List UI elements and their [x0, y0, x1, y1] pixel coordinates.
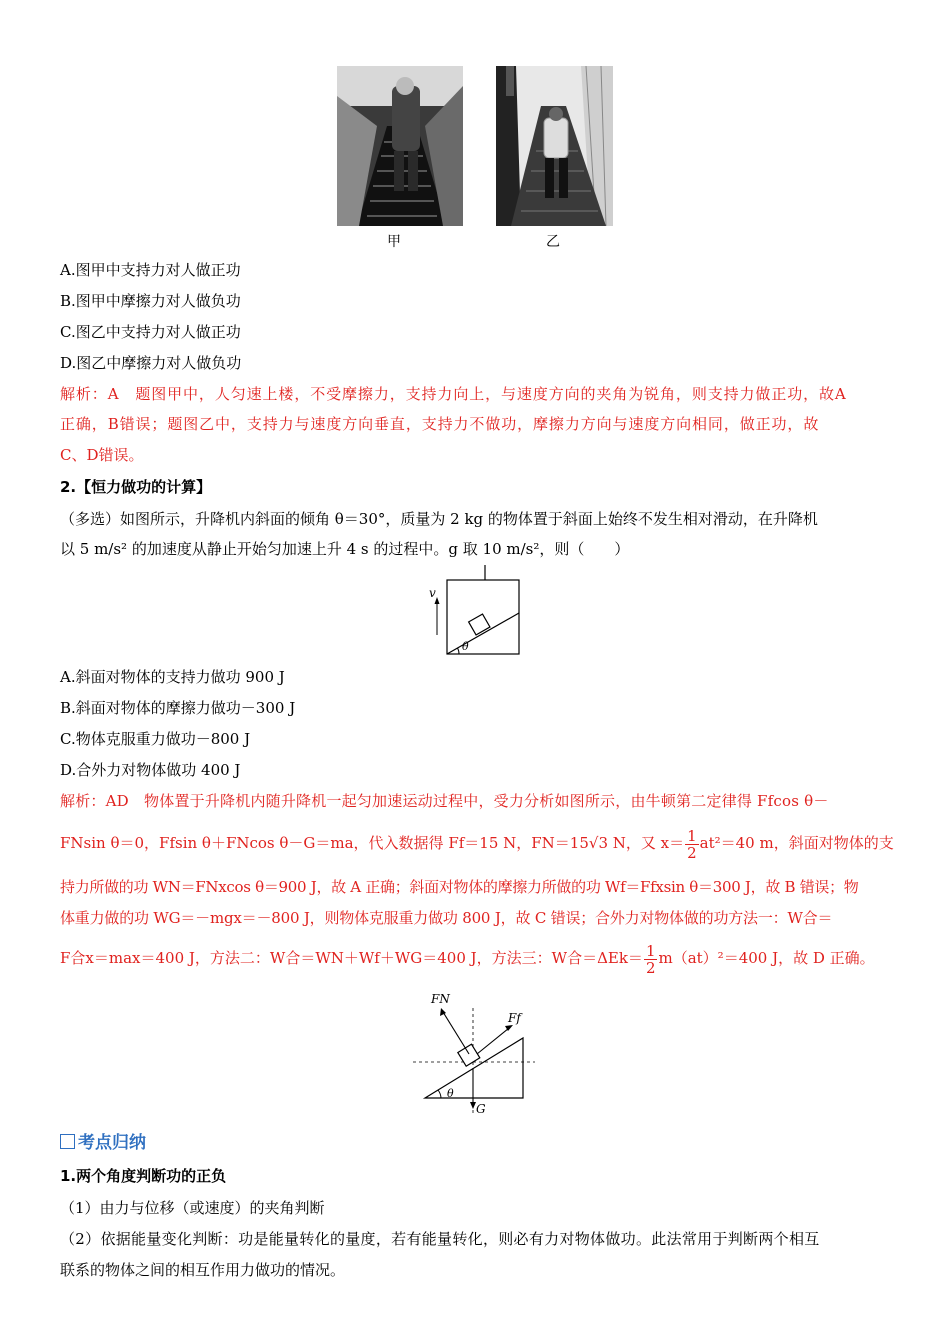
q1-option-b: B.图甲中摩擦力对人做负功 — [60, 292, 241, 310]
q2-analysis-line2b: at²＝40 m，斜面对物体的支 — [699, 834, 894, 852]
caption-yi: 乙 — [546, 234, 560, 250]
q2-option-b: B.斜面对物体的摩擦力做功－300 J — [60, 699, 296, 717]
q2-analysis-line5b: m（at）²＝400 J，故 D 正确。 — [658, 949, 875, 967]
force-g-label: G — [476, 1102, 486, 1116]
summary-item2-line1: （2）依据能量变化判断：功是能量转化的量度，若有能量转化，则必有力对物体做功。此法常用于判断两个相互 — [60, 1230, 820, 1248]
fraction-half — [685, 828, 699, 861]
caption-jia: 甲 — [387, 234, 401, 250]
frac2-num: 1 — [645, 941, 656, 960]
q2-stem-line2: 以 5 m/s² 的加速度从静止开始匀加速上升 4 s 的过程中。g 取 10 m/s²，则（ ） — [60, 540, 630, 558]
q1-option-d: D.图乙中摩擦力对人做负功 — [60, 354, 242, 372]
summary-item2-line2: 联系的物体之间的相互作用力做功的情况。 — [60, 1261, 346, 1279]
q1-option-a: A.图甲中支持力对人做正功 — [60, 261, 241, 279]
fraction-half-2 — [644, 943, 658, 976]
q2-analysis-line4: 体重力做的功 WG＝－mgx＝－800 J，则物体克服重力做功 800 J，故 C 错误；合外力对物体做的功方法一：W合＝ — [60, 909, 833, 927]
elevator-incline-figure — [425, 565, 525, 657]
force-theta-label: θ — [447, 1087, 454, 1100]
force-diagram — [405, 988, 545, 1113]
q2-option-c: C.物体克服重力做功－800 J — [60, 730, 251, 748]
q2-analysis-line3: 持力所做的功 WN＝FNxcos θ＝900 J，故 A 正确；斜面对物体的摩擦力所做的功 Wf＝Ffxsin θ＝300 J，故 B 错误；物 — [60, 878, 859, 896]
q2-analysis-line2a: FNsin θ＝0，Ffsin θ＋FNcos θ－G＝ma，代入数据得 Ff＝15 N，FN＝15√3 N，又 x＝ — [60, 834, 685, 852]
q2-analysis-line5 — [60, 939, 875, 977]
fig-theta-label: θ — [462, 640, 469, 653]
q2-analysis-line1: 解析：AD 物体置于升降机内随升降机一起匀加速运动过程中，受力分析如图所示，由牛顿第二定律得 Ffcos θ－ — [60, 792, 829, 810]
q2-option-a: A.斜面对物体的支持力做功 900 J — [60, 668, 285, 686]
q2-title-num: 2. — [60, 478, 77, 496]
frac-den: 2 — [687, 843, 697, 862]
q2-option-d: D.合外力对物体做功 400 J — [60, 761, 241, 779]
square-icon — [60, 1134, 75, 1149]
q2-stem-line1: （多选）如图所示，升降机内斜面的倾角 θ＝30°，质量为 2 kg 的物体置于斜面上始终不发生相对滑动，在升降机 — [60, 510, 818, 528]
q1-analysis-line1: 解析：A 题图甲中，人匀速上楼，不受摩擦力，支持力向上，与速度方向的夹角为锐角，则支持力做正功，故A — [60, 385, 847, 403]
force-ff-label: Ff — [508, 1011, 521, 1025]
force-fn-label: FN — [431, 992, 450, 1006]
walkway-photo-right — [496, 66, 613, 226]
q1-analysis-line2: 正确，B错误；题图乙中，支持力与速度方向垂直，支持力不做功，摩擦力方向与速度方向相同，做正功，故 — [60, 415, 820, 433]
q2-analysis-line2 — [60, 824, 894, 862]
q2-analysis-line5a: F合x＝max＝400 J，方法二：W合＝WN＋Wf＋WG＝400 J，方法三：W合＝ΔEk＝ — [60, 949, 643, 967]
fig-velocity-label: v — [429, 586, 436, 600]
summary-title: 1.两个角度判断功的正负 — [60, 1167, 227, 1185]
q2-title — [60, 477, 211, 497]
frac2-den: 2 — [645, 958, 656, 977]
escalator-photo-left — [337, 66, 463, 226]
q1-analysis-line3: C、D错误。 — [60, 446, 144, 464]
summary-item1: （1）由力与位移（或速度）的夹角判断 — [60, 1199, 325, 1217]
summary-heading-text: 考点归纳 — [78, 1133, 146, 1153]
q2-title-text: 【恒力做功的计算】 — [76, 478, 212, 496]
frac-num: 1 — [687, 826, 697, 845]
q1-option-c: C.图乙中支持力对人做正功 — [60, 323, 241, 341]
summary-heading — [60, 1133, 146, 1153]
